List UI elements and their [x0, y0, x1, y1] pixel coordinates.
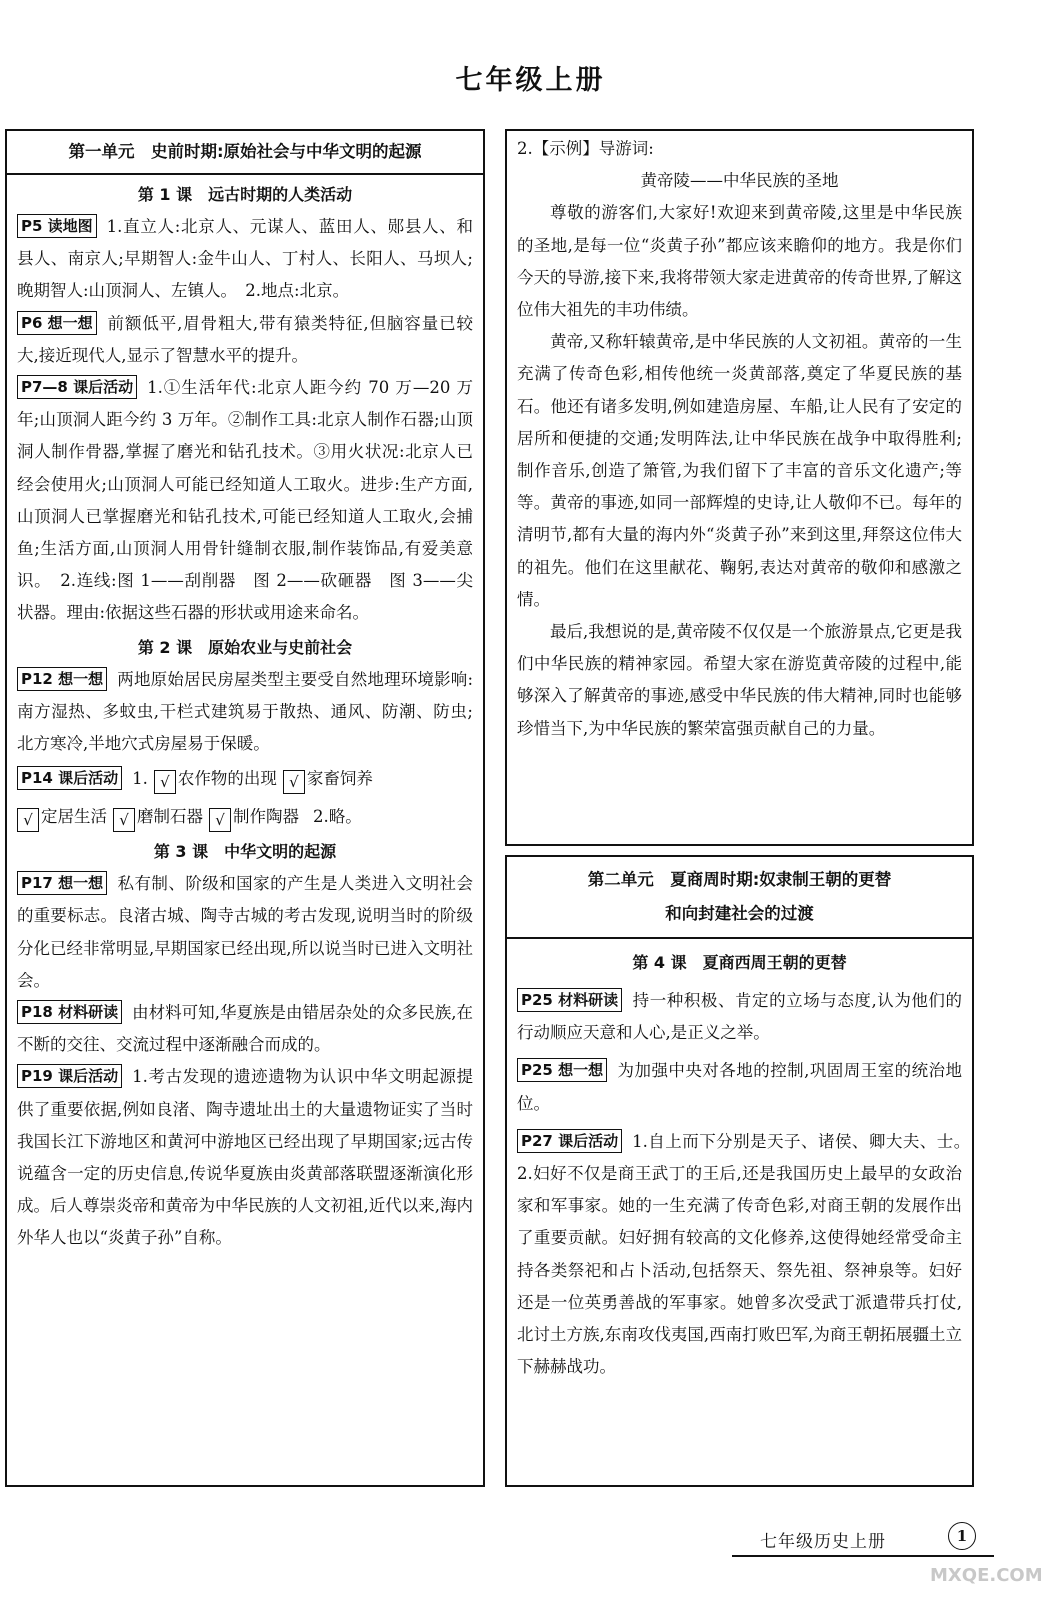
guide-intro: 2.【示例】导游词:: [517, 139, 654, 158]
lesson-2-title: 第 2 课 原始农业与史前社会: [137, 637, 353, 657]
p12-text: 两地原始居民房屋类型主要受自然地理环境影响:南方湿热、多蚊虫,干栏式建筑易于散热、通风、防潮、防虫;北方寒冷,半地穴式房屋易于保暖。: [17, 669, 473, 754]
check-box: √: [154, 770, 176, 794]
p18-tag: P18 材料研读: [17, 1000, 122, 1024]
p27-text: 1.自上而下分别是天子、诸侯、卿大夫、士。 2.妇好不仅是商王武丁的王后,还是我国历史上最早的女政治家和军事家。她的一生充满了传奇色彩,对商王朝的发展作出了重要贡献。妇好拥有较高的文化修养,这使得她经常受命主持各类祭祀和占卜活动,包括祭天、祭先祖、祭神泉等。妇好还是一位英勇善战的军事家。她曾多次受武丁派遣带兵打仗,北讨土方族,东南攻伐夷国,西南打败巴军,为商王朝拓展疆土立下赫赫战功。: [517, 1131, 979, 1377]
p6-answer: [17, 308, 473, 372]
page-number: 1: [948, 1522, 976, 1550]
p27-answer: [517, 1126, 979, 1384]
p18-text: 由材料可知,华夏族是由错居杂处的众多民族,在不断的交往、交流过程中逐渐融合而成的。: [17, 1003, 473, 1055]
p27-tag: P27 课后活动: [517, 1129, 622, 1153]
p5-text: 1.直立人:北京人、元谋人、蓝田人、郧县人、和县人、南京人;早期智人:金牛山人、丁村人、长阳人、马坝人;晚期智人:山顶洞人、左镇人。 2.地点:北京。: [17, 217, 473, 301]
p6-tag: P6 想一想: [17, 311, 97, 335]
p6-text: 前额低平,眉骨粗大,带有猿类特征,但脑容量已较大,接近现代人,显示了智慧水平的提升。: [17, 313, 473, 365]
p25-material-text: 持一种积极、肯定的立场与态度,认为他们的行动顺应天意和人心,是正义之举。: [517, 991, 962, 1043]
p12-answer: [17, 664, 473, 761]
check-label-2: 家畜饲养: [306, 769, 373, 789]
guide-paragraph: 尊敬的游客们,大家好!欢迎来到黄帝陵,这里是中华民族的圣地,是每一位“炎黄子孙”都应该来瞻仰的地方。我是你们今天的导游,接下来,我将带领大家走进黄帝的传奇世界,了解这位伟大祖先的丰功伟绩。: [517, 203, 962, 320]
p17-tag: P17 想一想: [17, 871, 107, 895]
check-box: √: [113, 808, 135, 832]
lesson-3-title: 第 3 课 中华文明的起源: [153, 842, 337, 862]
p19-answer: [17, 1061, 473, 1254]
left-column: [5, 129, 485, 1487]
p14-lead: 1.: [132, 769, 148, 789]
unit-header-2-line2: 和向封建社会的过渡: [665, 904, 814, 923]
check-box: √: [283, 770, 305, 794]
p18-answer: [17, 997, 473, 1061]
check-box: √: [17, 808, 39, 832]
watermark: MXQE.COM: [930, 1565, 1043, 1586]
check-label-4: 磨制石器: [137, 807, 203, 827]
p5-tag: P5 读地图: [17, 214, 97, 238]
p7-8-text: 1.①生活年代:北京人距今约 70 万—20 万年;山顶洞人距今约 3 万年。②制作工具:北京人制作石器;山顶洞人制作骨器,掌握了磨光和钻孔技术。③用火状况:北京人已经会使用火;山顶洞人可能已经知道人工取火。进步:生产方面,山顶洞人已掌握磨光和钻孔技术,可能已经知道人工取火,会捕鱼;生活方面,山顶洞人用骨针缝制衣服,制作装饰品,有爱美意识。 2.连线:图 1——刮削器 图 2——砍砸器 图 3——尖状器。理由:依据这些石器的形状或用途来命名。: [17, 378, 473, 623]
footer-text: 七年级历史上册: [760, 1532, 886, 1552]
check-label-5: 制作陶器: [233, 807, 299, 827]
p25-material-answer: [517, 985, 962, 1049]
p19-text: 1.考古发现的遗迹遗物为认识中华文明起源提供了重要依据,例如良渚、陶寺遗址出土的大量遗物证实了当时我国长江下游地区和黄河中游地区已经出现了早期国家;远古传说蕴含一定的历史信息,传说华夏族由炎黄部落联盟逐渐演化形成。后人尊崇炎帝和黄帝为中华民族的人文初祖,近代以来,海内外华人也以“炎黄子孙”自称。: [17, 1067, 473, 1248]
page-title: 七年级上册: [455, 65, 606, 96]
p14-tail: 2.略。: [313, 807, 362, 827]
p17-text: 私有制、阶级和国家的产生是人类进入文明社会的重要标志。良渚古城、陶寺古城的考古发现,说明当时的阶级分化已经非常明显,早期国家已经出现,所以说当时已进入文明社会。: [17, 874, 473, 990]
p25-think-tag: P25 想一想: [517, 1058, 607, 1082]
guide-speech-title: 黄帝陵——中华民族的圣地: [640, 171, 839, 191]
p17-answer: [17, 868, 473, 997]
p14-answer: [17, 760, 473, 836]
guide-paragraph: 黄帝,又称轩辕黄帝,是中华民族的人文初祖。黄帝的一生充满了传奇色彩,相传他统一炎黄部落,奠定了华夏民族的基石。他还有诸多发明,例如建造房屋、车船,让人民有了安定的居所和便捷的交通;发明阵法,让中华民族在战争中取得胜利;制作音乐,创造了箫管,为我们留下了丰富的音乐文化遗产;等等。黄帝的事迹,如同一部辉煌的史诗,让人敬仰不已。每年的清明节,都有大量的海内外“炎黄子孙”来到这里,拜祭这位伟大的祖先。他们在这里献花、鞠躬,表达对黄帝的敬仰和感激之情。: [517, 332, 962, 609]
check-box: √: [209, 808, 231, 832]
footer-divider: [732, 1555, 994, 1557]
lesson-4-title: 第 4 课 夏商西周王朝的更替: [632, 953, 847, 972]
p25-think-answer: [517, 1055, 962, 1119]
p7-8-answer: [17, 372, 473, 630]
right-top-column: [505, 129, 974, 846]
guide-paragraph: 最后,我想说的是,黄帝陵不仅仅是一个旅游景点,它更是我们中华民族的精神家园。希望大家在游览黄帝陵的过程中,能够深入了解黄帝的事迹,感受中华民族的伟大精神,同时也能够珍惜当下,为中华民族的繁荣富强贡献自己的力量。: [517, 622, 962, 738]
lesson-1-title: 第 1 课 远古时期的人类活动: [137, 185, 353, 204]
p12-tag: P12 想一想: [17, 667, 107, 691]
unit-header-2: [507, 857, 972, 939]
p7-8-tag: P7—8 课后活动: [17, 375, 137, 399]
p25-material-tag: P25 材料研读: [517, 988, 622, 1012]
check-label-1: 农作物的出现: [177, 769, 277, 789]
p5-answer: [17, 211, 473, 308]
check-label-3: 定居生活: [41, 807, 107, 827]
p19-tag: P19 课后活动: [17, 1064, 122, 1088]
right-bottom-column: [505, 855, 979, 1487]
unit-header-1: 第一单元 史前时期:原始社会与中华文明的起源: [7, 131, 483, 175]
unit-header-2-line1: 第二单元 夏商周时期:奴隶制王朝的更替: [587, 870, 892, 889]
p25-think-text: 为加强中央对各地的控制,巩固周王室的统治地位。: [517, 1061, 962, 1113]
p14-tag: P14 课后活动: [17, 766, 122, 790]
